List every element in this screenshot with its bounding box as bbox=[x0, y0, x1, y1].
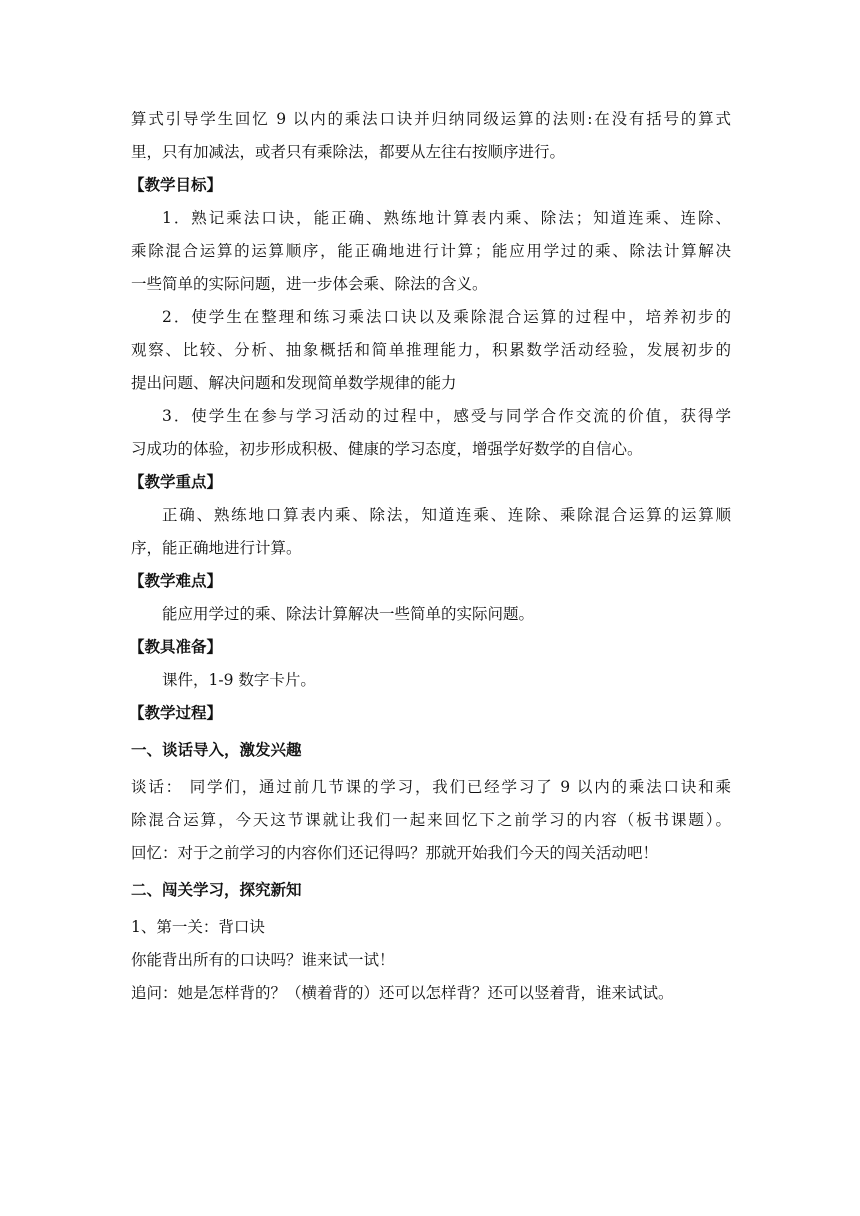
objective-2-line-3: 提出问题、解决问题和发现简单数学规律的能力 bbox=[131, 374, 457, 392]
objective-2-line-1: 2．使学生在整理和练习乘法口诀以及乘除混合运算的过程中，培养初步的 bbox=[162, 308, 731, 326]
section-1-line-2: 除混合运算，今天这节课就让我们一起来回忆下之前学习的内容（板书课题）。 bbox=[131, 811, 731, 829]
objective-1-line-3: 一些简单的实际问题，进一步体会乘、除法的含义。 bbox=[131, 275, 488, 293]
objective-3-line-1: 3．使学生在参与学习活动的过程中，感受与同学合作交流的价值，获得学 bbox=[162, 407, 731, 425]
materials-heading: 【教具准备】 bbox=[129, 638, 223, 656]
objective-3-line-2: 习成功的体验，初步形成积极、健康的学习态度，增强学好数学的自信心。 bbox=[131, 440, 643, 458]
document-body bbox=[131, 103, 731, 1010]
intro-line-2: 里，只有加减法，或者只有乘除法，都要从左往右按顺序进行。 bbox=[131, 143, 566, 161]
section-1-line-3: 回忆：对于之前学习的内容你们还记得吗？那就开始我们今天的闯关活动吧！ bbox=[131, 844, 659, 862]
process-heading: 【教学过程】 bbox=[129, 704, 223, 722]
section-1-line-1: 谈话： 同学们，通过前几节课的学习，我们已经学习了 9 以内的乘法口诀和乘 bbox=[131, 778, 731, 796]
intro-line-1: 算式引导学生回忆 9 以内的乘法口诀并归纳同级运算的法则:在没有括号的算式 bbox=[131, 110, 731, 128]
section-1-title: 一、谈话导入，激发兴趣 bbox=[131, 741, 302, 759]
difficulties-heading: 【教学难点】 bbox=[129, 572, 223, 590]
key-points-line-1: 正确、熟练地口算表内乘、除法，知道连乘、连除、乘除混合运算的运算顺 bbox=[162, 506, 731, 524]
objectives-heading: 【教学目标】 bbox=[129, 176, 223, 194]
objective-1-line-1: 1．熟记乘法口诀，能正确、熟练地计算表内乘、除法；知道连乘、连除、 bbox=[162, 209, 731, 227]
section-2-line-3: 追问：她是怎样背的？（横着背的）还可以怎样背？还可以竖着背，谁来试试。 bbox=[131, 984, 674, 1002]
objective-2-line-2: 观察、比较、分析、抽象概括和简单推理能力，积累数学活动经验，发展初步的 bbox=[131, 341, 731, 359]
key-points-heading: 【教学重点】 bbox=[129, 473, 223, 491]
section-2-title: 二、闯关学习，探究新知 bbox=[131, 881, 302, 899]
section-2-line-1: 1、第一关：背口诀 bbox=[131, 918, 265, 936]
key-points-line-2: 序，能正确地进行计算。 bbox=[131, 539, 302, 557]
section-2-line-2: 你能背出所有的口诀吗？谁来试一试！ bbox=[131, 951, 395, 969]
materials-line-1: 课件，1-9 数字卡片。 bbox=[162, 671, 316, 689]
difficulties-line-1: 能应用学过的乘、除法计算解决一些简单的实际问题。 bbox=[162, 605, 535, 623]
objective-1-line-2: 乘除混合运算的运算顺序，能正确地进行计算；能应用学过的乘、除法计算解决 bbox=[131, 242, 731, 260]
